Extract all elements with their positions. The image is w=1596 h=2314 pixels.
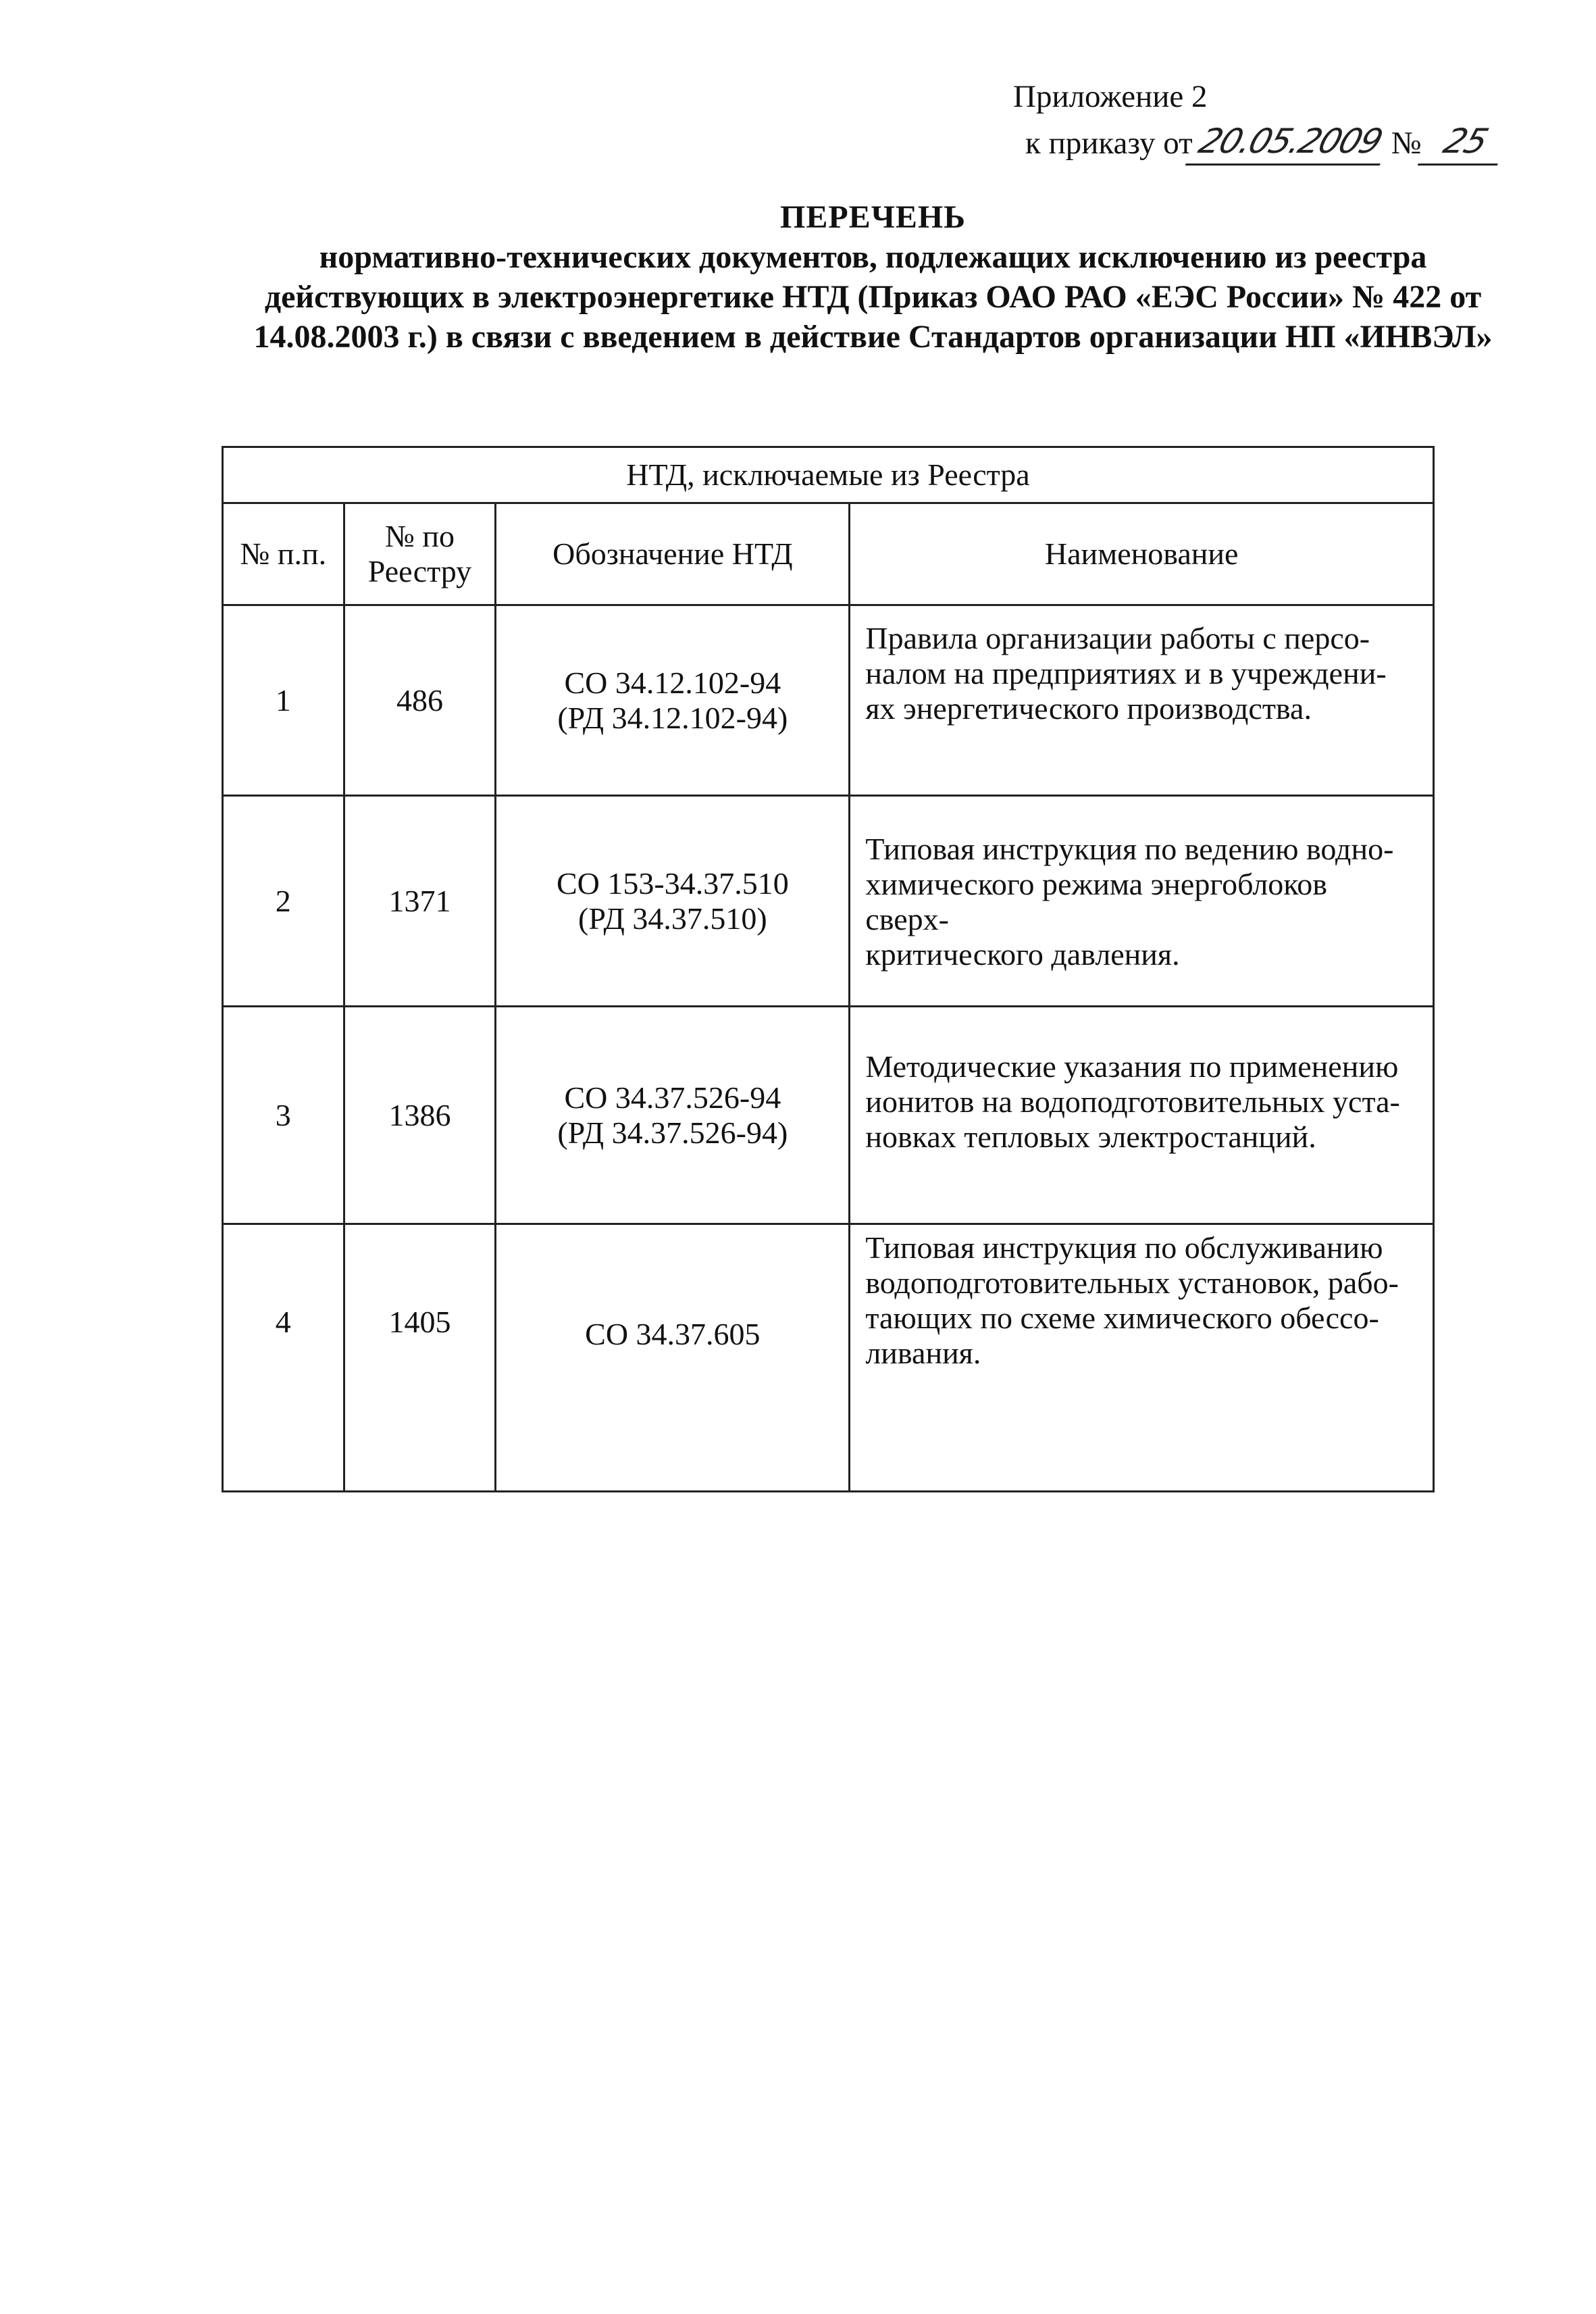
cell-registry: 1405 — [344, 1224, 496, 1492]
name-line: химического режима энергоблоков сверх- — [865, 867, 1328, 936]
cell-num: 2 — [223, 796, 344, 1007]
cell-designation — [496, 1007, 850, 1224]
col-header-registry-line: № по — [384, 519, 455, 553]
designation-text: СО 34.12.102-94 — [564, 665, 781, 700]
col-header-registry-line: Реестру — [367, 554, 472, 588]
designation-alt-text: (РД 34.37.510) — [578, 901, 767, 936]
document-title — [101, 197, 1596, 357]
designation-text: СО 34.37.605 — [585, 1317, 761, 1351]
order-prefix: к приказу от — [1025, 126, 1193, 161]
number-sign: № — [1391, 126, 1422, 161]
col-header-num: № п.п. — [223, 503, 344, 605]
cell-registry: 1371 — [344, 796, 496, 1007]
name-line: водоподготовительных установок, рабо- — [865, 1265, 1399, 1300]
cell-designation — [496, 605, 850, 796]
name-line: Правила организации работы с персо- — [865, 621, 1370, 655]
name-line: Типовая инструкция по обслуживанию — [865, 1230, 1383, 1265]
title-line: нормативно-технических документов, подлежащих исключению из реестра — [319, 239, 1427, 275]
table-row — [223, 605, 1434, 796]
name-line: налом на предприятиях и в учреждени- — [865, 656, 1387, 690]
table-row — [223, 1007, 1434, 1224]
name-line: ливания. — [865, 1336, 981, 1370]
table-row — [223, 1224, 1434, 1492]
cell-designation — [496, 1224, 850, 1492]
col-header-designation: Обозначение НТД — [496, 503, 850, 605]
name-line: ионитов на водоподготовительных уста- — [865, 1084, 1400, 1119]
designation-alt-text: (РД 34.12.102-94) — [557, 700, 788, 735]
designation-text: СО 34.37.526-94 — [564, 1080, 781, 1115]
appendix-header — [1013, 74, 1505, 166]
appendix-label: Приложение 2 — [1013, 79, 1208, 114]
designation-text: СО 153-34.37.510 — [556, 865, 789, 901]
name-line: Методические указания по применению — [865, 1049, 1399, 1084]
name-line: ях энергетического производства. — [865, 691, 1312, 726]
table-row — [223, 796, 1434, 1007]
exclusion-table — [222, 446, 1435, 1492]
table-caption: НТД, исключаемые из Реестра — [223, 447, 1434, 503]
col-header-registry — [344, 503, 496, 605]
col-header-name: Наименование — [850, 503, 1434, 605]
name-line: тающих по схеме химического обессо- — [865, 1301, 1379, 1335]
handwritten-order-date: 20.05.2009 — [1185, 119, 1394, 166]
title-line: действующих в электроэнергетике НТД (Приказ ОАО РАО «ЕЭС России» № 422 от — [264, 279, 1482, 315]
cell-registry: 486 — [344, 605, 496, 796]
cell-name — [850, 605, 1434, 796]
title-heading: ПЕРЕЧЕНЬ — [780, 199, 966, 235]
title-line: 14.08.2003 г.) в связи с введением в действие Стандартов организации НП «ИНВЭЛ» — [253, 319, 1493, 355]
cell-name — [850, 796, 1434, 1007]
table-caption-row — [223, 447, 1434, 503]
cell-name — [850, 1224, 1434, 1492]
cell-name — [850, 1007, 1434, 1224]
cell-designation — [496, 796, 850, 1007]
designation-alt-text: (РД 34.37.526-94) — [557, 1115, 788, 1150]
order-reference — [1025, 119, 1505, 166]
name-line: критического давления. — [865, 937, 1180, 972]
table-header-row — [223, 503, 1434, 605]
cell-registry: 1386 — [344, 1007, 496, 1224]
name-line: новках тепловых электростанций. — [865, 1120, 1316, 1154]
cell-num: 4 — [223, 1224, 344, 1492]
cell-num: 1 — [223, 605, 344, 796]
name-line: Типовая инструкция по ведению водно- — [865, 832, 1394, 866]
handwritten-order-number: 25 — [1418, 119, 1512, 166]
cell-num: 3 — [223, 1007, 344, 1224]
